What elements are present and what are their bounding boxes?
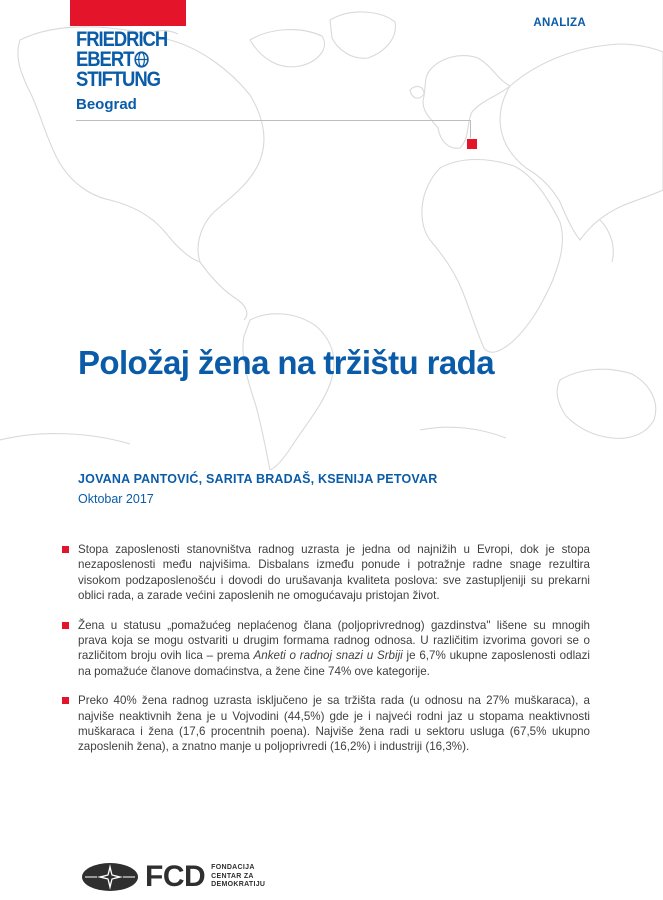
fes-logo [76,30,180,113]
authors: JOVANA PANTOVIĆ, SARITA BRADAŠ, KSENIJA PETOVAR [78,472,438,486]
logo-city: Beograd [76,96,137,113]
bullet-square-icon [62,546,69,553]
bullet-text: Stopa zaposlenosti stanovništva radnog uzrasta je jedna od najnižih u Evropi, dok je stopa nezaposlenosti među najvišima. Disbalans između ponude i potražnje radne snage rezultira visokom podzaposlenošću i dovodi do urušavanja kvaliteta poslova: sve zastupljeniji su prekarni oblici rada, a zarade većini zaposlenih ne omogućavaju pristojan život. [78,543,590,603]
summary-list [62,542,590,769]
document-category: ANALIZA [533,17,586,29]
fcd-logo [81,860,265,894]
connector-line-vertical [470,120,471,138]
logo-line-3: STIFTUNG [76,68,160,91]
list-item [62,693,590,755]
bullet-text-italic: Anketi o radnoj snazi u Srbiji [253,649,403,663]
bullet-text: Preko 40% žena radnog uzrasta isključeno je sa tržišta rada (u odnosu na 27% muškaraca), a najviše neaktivnih žena je u Vojvodini (44,5%) gde je i najveći rodni jaz u stopama neaktivnosti muškaraca i žena (17,6 procentnih poena). Najviše žena radi u sektoru usluga (67,5% ukupno zaposlenih žena), a znatno manje u poljoprivredi (16,2%) i industriji (16,3%). [78,694,590,754]
bullet-square-icon [62,697,69,704]
logo-line-2: EBERT [76,48,134,71]
list-item [62,542,590,604]
connector-line [76,120,471,121]
document-title: Položaj žena na tržištu rada [78,344,494,381]
bullet-text: Žena u statusu „pomažućeg neplaćenog člana (poljoprivrednog) gazdinstva" lišene su mnogih prava koja se mogu ostvariti u drugim formama radnog odnosa. U različitim izvorima govori se o različitom broju ovih lica – prema [78,618,590,663]
fcd-subtext-line: CENTAR ZA [211,872,254,880]
location-marker [467,139,477,149]
logo-line-1: FRIEDRICH [76,28,168,51]
list-item [62,618,590,680]
globe-icon [134,51,149,68]
publication-date: Oktobar 2017 [78,492,154,506]
fcd-wordmark: FCD [145,860,206,893]
fcd-subtext-line: DEMOKRATIJU [211,881,266,889]
compass-star-icon [81,862,139,892]
fcd-subtext [211,864,265,890]
bullet-text-after: je 6,7% ukupne zaposlenosti odlazi na pomažuće članove domaćinstva, a žene čine 74% ove kategorije. [78,649,590,678]
brand-red-bar [70,0,186,26]
bullet-square-icon [62,622,69,629]
fcd-subtext-line: FONDACIJA [211,864,255,872]
